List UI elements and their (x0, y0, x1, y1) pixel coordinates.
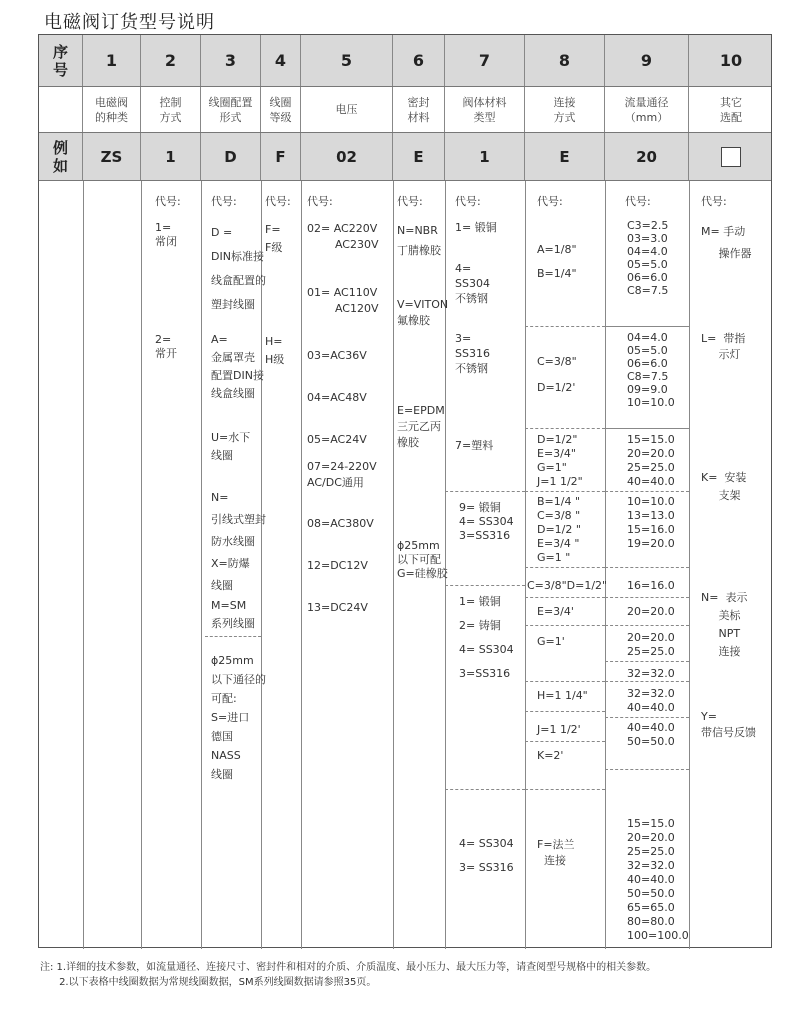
code-item: 2= 常开 (155, 333, 177, 360)
example-row (39, 133, 771, 181)
code-item: 03=AC36V (307, 349, 367, 362)
header-number: 2 (164, 51, 177, 70)
code-item: N= 表示 美标 NPT 连接 (701, 591, 748, 658)
code-header: 代号: (265, 195, 291, 208)
column-description: 控制 方式 (159, 95, 182, 124)
example-value: D (224, 147, 237, 166)
code-header: 代号: (211, 195, 237, 208)
code-item: H= H级 (265, 335, 285, 366)
code-item: 13=DC24V (307, 601, 368, 614)
code-item: 32=32.0 (627, 667, 675, 680)
code-item: 1= 锻铜 (455, 221, 497, 234)
code-header: 代号: (625, 195, 651, 208)
code-item: N= 引线式塑封 防水线圈 X=防爆 线圈 (211, 491, 266, 592)
code-item: L= 带指 示灯 (701, 332, 746, 361)
code-item: 08=AC380V (307, 517, 374, 530)
code-item: 3= SS316 (459, 861, 514, 874)
code-item: 12=DC12V (307, 559, 368, 572)
code-header: 代号: (307, 195, 333, 208)
code-item: 01= AC110V AC120V (307, 286, 379, 315)
example-value: 20 (636, 147, 657, 166)
code-item: J=1 1/2' (537, 723, 581, 736)
code-item: ϕ25mm 以下可配 G=硅橡胶 (397, 539, 448, 580)
code-item: 02= AC220V AC230V (307, 222, 379, 251)
footnote: 2.以下表格中线圈数据为常规线圈数据，SM系列线圈数据请参照35页。 (40, 977, 377, 988)
example-value: 1 (165, 147, 176, 166)
code-item: 3= SS316 不锈钢 (455, 332, 490, 375)
code-item: C3=2.5 03=3.0 04=4.0 05=5.0 06=6.0 C8=7.5 (627, 219, 669, 297)
column-description: 线圈 等级 (269, 95, 292, 124)
code-item: 3=SS316 (459, 667, 511, 680)
code-item: 2= 铸铜 (459, 619, 501, 632)
code-item: E=EPDM 三元乙丙 橡胶 (397, 404, 445, 449)
code-item: M=SM 系列线圈 (211, 599, 255, 630)
description-row (39, 87, 771, 133)
column-description: 流量通径 （mm） (624, 95, 669, 124)
code-item: 4= SS304 不锈钢 (455, 262, 490, 305)
header-row (39, 35, 771, 87)
header-number: 10 (719, 51, 743, 70)
example-value: E (559, 147, 570, 166)
code-item: K= 安装 支架 (701, 471, 747, 502)
header-number: 7 (478, 51, 491, 70)
page-title: 电磁阀订货型号说明 (44, 12, 215, 33)
code-item: ϕ25mm 以下通径的 可配: S=进口 德国 NASS 线圈 (211, 654, 266, 781)
code-item: 16=16.0 (627, 579, 675, 592)
code-item: B=1/4 " C=3/8 " D=1/2 " E=3/4 " G=1 " (537, 495, 581, 564)
code-item: E=3/4' (537, 605, 574, 618)
code-item: D = DIN标准接 线盒配置的 塑封线圈 (211, 226, 266, 311)
code-item: U=水下 线圈 (211, 431, 251, 462)
column-description: 密封 材料 (407, 95, 430, 124)
footnotes (40, 960, 656, 990)
code-item: 07=24-220V AC/DC通用 (307, 460, 377, 489)
header-number: 1 (105, 51, 118, 70)
header-label: 序号 (52, 42, 68, 79)
example-value: F (275, 147, 286, 166)
code-item: A= 金属罩壳 配置DIN接 线盒线圈 (211, 333, 264, 400)
example-value: 1 (479, 147, 490, 166)
code-item: 04=AC48V (307, 391, 367, 404)
code-item: F= F级 (265, 223, 283, 254)
code-item: 32=32.0 40=40.0 (627, 687, 675, 714)
code-item: A=1/8" (537, 243, 577, 256)
example-value: E (413, 147, 424, 166)
code-item: 10=10.0 13=13.0 15=16.0 19=20.0 (627, 495, 675, 550)
code-item: M= 手动 操作器 (701, 225, 752, 260)
code-item: 20=20.0 (627, 605, 675, 618)
code-item: 40=40.0 50=50.0 (627, 721, 675, 748)
example-label: 例如 (52, 138, 68, 175)
header-number: 9 (640, 51, 653, 70)
header-number: 3 (224, 51, 237, 70)
code-item: D=1/2" E=3/4" G=1" J=1 1/2" (537, 433, 583, 488)
code-item: D=1/2' (537, 381, 576, 394)
code-header: 代号: (537, 195, 563, 208)
code-item: Y= 带信号反馈 (701, 710, 756, 739)
code-item: 05=AC24V (307, 433, 367, 446)
code-item: K=2' (537, 749, 564, 762)
code-item: 15=15.0 20=20.0 25=25.0 32=32.0 40=40.0 50=50.0 65=65.0 80=80.0 100=100.0 (627, 817, 689, 942)
footnote: 注: 1.详细的技术参数，如流量通径、连接尺寸、密封件和相对的介质、介质温度、最小压力、最大压力等，请查阅型号规格中的相关参数。 (40, 962, 657, 973)
code-item: N=NBR 丁腈橡胶 (397, 224, 441, 257)
code-item: C=3/8" (537, 355, 577, 368)
code-item: 9= 锻铜 4= SS304 3=SS316 (459, 501, 514, 542)
header-number: 4 (274, 51, 287, 70)
code-item: 1= 常闭 (155, 221, 177, 248)
code-item: 4= SS304 (459, 837, 514, 850)
code-item: F=法兰 连接 (537, 838, 575, 867)
example-value: 02 (336, 147, 357, 166)
header-number: 6 (412, 51, 425, 70)
code-item: 20=20.0 25=25.0 (627, 631, 675, 658)
code-header: 代号: (455, 195, 481, 208)
code-item: G=1' (537, 635, 565, 648)
column-description: 其它 选配 (720, 95, 742, 124)
code-header: 代号: (701, 195, 727, 208)
example-value: ZS (100, 147, 123, 166)
column-description: 电磁阀 的种类 (95, 95, 128, 124)
header-number: 5 (340, 51, 353, 70)
code-definitions (39, 181, 771, 949)
header-number: 8 (558, 51, 571, 70)
column-description: 电压 (335, 103, 358, 116)
example-checkbox-empty (721, 147, 741, 167)
code-header: 代号: (155, 195, 181, 208)
column-description: 连接 方式 (553, 95, 576, 124)
code-item: 04=4.0 05=5.0 06=6.0 C8=7.5 09=9.0 10=10.0 (627, 331, 675, 409)
column-description: 阀体材料 类型 (462, 95, 507, 124)
code-item: 1= 锻铜 (459, 595, 501, 608)
column-description: 线圈配置 形式 (208, 95, 253, 124)
code-item: 15=15.0 20=20.0 25=25.0 40=40.0 (627, 433, 675, 488)
code-item: 7=塑料 (455, 439, 494, 452)
code-item: C=3/8"D=1/2" (527, 579, 608, 592)
code-item: H=1 1/4" (537, 689, 588, 702)
code-item: V=VITON 氟橡胶 (397, 298, 449, 327)
code-item: 4= SS304 (459, 643, 514, 656)
code-item: B=1/4" (537, 267, 577, 280)
code-header: 代号: (397, 195, 423, 208)
order-code-table (38, 34, 772, 948)
